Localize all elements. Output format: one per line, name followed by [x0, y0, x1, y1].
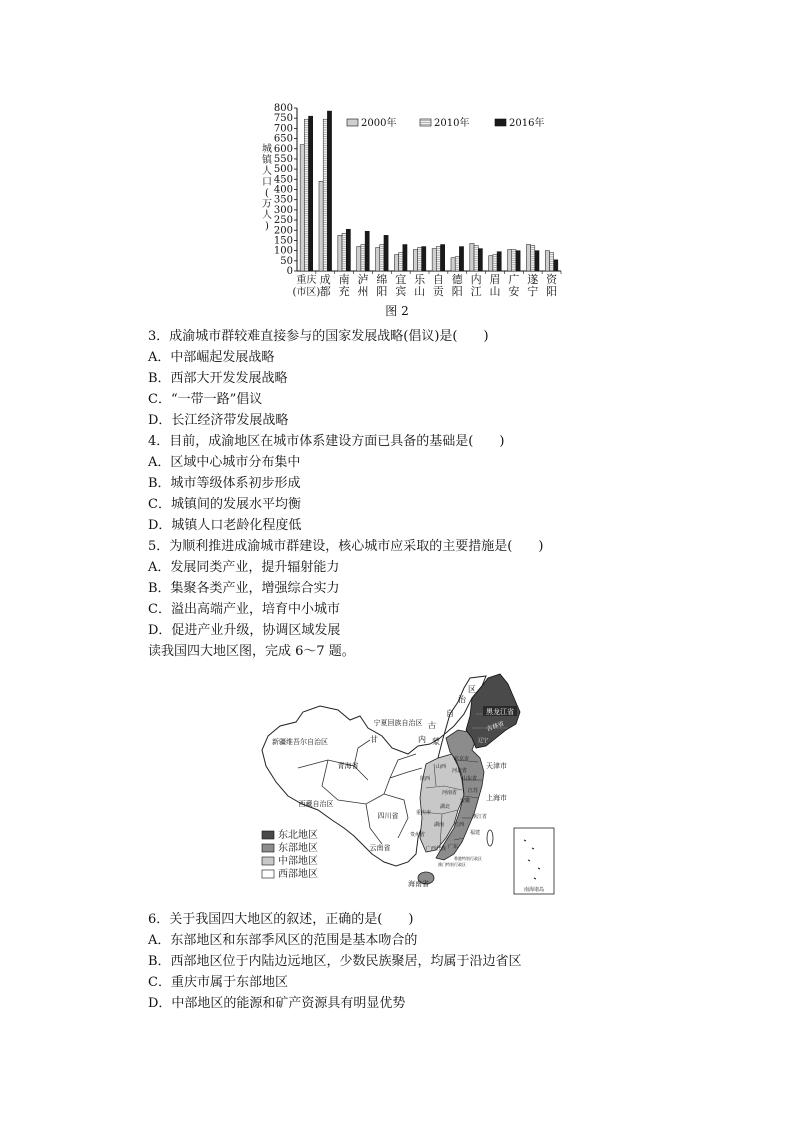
x-tick-label: 泸 [357, 273, 369, 286]
y-tick-label: 200 [273, 225, 293, 237]
x-tick-label: 阳 [451, 285, 463, 298]
label-jiangsu: 江苏 [468, 788, 479, 794]
y-axis-label-char: 人 [262, 166, 272, 177]
label-qinghai: 青海省 [337, 762, 359, 770]
label-shandong: 山东省 [462, 776, 478, 782]
y-tick-label: 250 [273, 215, 293, 227]
bar [361, 245, 365, 271]
label-meng: 蒙 [432, 737, 440, 746]
bar [304, 119, 308, 271]
legend-swatch-west [262, 870, 274, 878]
label-henan: 河南省 [442, 790, 458, 796]
bar [327, 111, 331, 271]
legend-label-central: 中部地区 [278, 856, 318, 867]
bar [394, 255, 398, 271]
taiwan-island-shape [487, 830, 493, 846]
x-tick-label: 宁 [527, 285, 539, 298]
y-axis-label-char: ) [265, 221, 269, 232]
label-gu: 古 [428, 721, 436, 730]
question-4-option-a: A．区域中心城市分布集中 [148, 455, 301, 470]
bar [376, 248, 380, 271]
x-tick-label: 重庆 [296, 275, 317, 286]
y-axis-label-char: 口 [262, 177, 272, 188]
inset-box [514, 828, 554, 894]
x-tick-label: 乐 [414, 273, 426, 286]
bar [319, 181, 323, 271]
bar [403, 245, 407, 271]
bar [497, 252, 501, 271]
bar [342, 233, 346, 271]
legend-label-west: 西部地区 [278, 869, 318, 880]
bar [508, 250, 512, 271]
label-sichuan: 四川省 [377, 812, 399, 820]
y-axis-label-char: 人 [262, 210, 272, 221]
x-tick-label: 江 [470, 285, 482, 298]
bar [441, 245, 445, 271]
x-tick-label: 山 [489, 285, 501, 298]
x-tick-label: 资 [546, 273, 558, 286]
label-shanxi: 山西 [436, 764, 447, 770]
bar [545, 251, 549, 271]
bar [417, 248, 421, 271]
bar [346, 229, 350, 271]
x-tick-label: 广 [508, 273, 520, 286]
map-intro: 读我国四大地区图，完成 6～7 题。 [148, 644, 355, 659]
y-tick-label: 500 [273, 164, 293, 176]
y-tick-label: 600 [273, 143, 293, 155]
bar [323, 119, 327, 271]
label-yunnan: 云南省 [369, 844, 391, 852]
question-5-option-b: B．集聚各类产业，增强综合实力 [148, 581, 340, 596]
question-5-stem: 5．为顺利推进成渝城市群建设，核心城市应采取的主要措施是( ) [148, 539, 544, 554]
y-tick-label: 0 [286, 266, 293, 277]
y-axis-label-char: 城 [262, 144, 272, 155]
bar [470, 243, 474, 271]
question-4-stem: 4．目前，成渝地区在城市体系建设方面已具备的基础是( ) [148, 434, 505, 449]
bar [535, 251, 539, 271]
legend-label-east: 东部地区 [278, 843, 318, 854]
x-tick-label: 成 [319, 273, 331, 286]
x-tick-label: 充 [338, 285, 350, 298]
y-tick-label: 350 [273, 194, 293, 206]
y-tick-label: 50 [280, 255, 293, 267]
bar [493, 255, 497, 271]
population-chart [255, 100, 575, 325]
bar [432, 249, 436, 271]
question-3-option-b: B．西部大开发发展战略 [148, 371, 288, 386]
question-3-option-c: C．“一带一路”倡议 [148, 392, 263, 407]
bar [365, 231, 369, 271]
label-ningxia: 宁夏回族自治区 [373, 719, 423, 727]
x-tick-label: 内 [470, 273, 482, 286]
label-hunan: 湖南 [434, 822, 445, 828]
map-legend [262, 828, 318, 880]
label-tibet: 西藏自治区 [298, 800, 334, 808]
legend-label: 2000年 [361, 118, 397, 129]
bar [554, 260, 558, 271]
bar [413, 250, 417, 271]
label-guangdong: 广东 [448, 844, 459, 850]
bar [478, 249, 482, 271]
bar [357, 247, 361, 271]
legend-label: 2016年 [509, 118, 545, 129]
question-6-option-d: D．中部地区的能源和矿产资源具有明显优势 [148, 996, 406, 1011]
label-shanghai: 上海市 [486, 794, 507, 802]
bar [309, 116, 313, 271]
x-tick-label: 眉 [489, 273, 501, 286]
x-tick-label: 德 [451, 273, 463, 286]
label-jilin: 吉林省 [485, 720, 506, 733]
y-tick-label: 400 [273, 184, 293, 196]
question-3-option-d: D．长江经济带发展战略 [148, 413, 289, 428]
x-tick-label: 遂 [527, 273, 539, 286]
label-fujian: 福建 [470, 830, 481, 836]
question-4-option-d: D．城镇人口老龄化程度低 [148, 518, 302, 533]
bar-chart-svg [255, 100, 575, 325]
question-6-option-a: A．东部地区和东部季风区的范围是基本吻合的 [148, 933, 418, 948]
x-tick-label: 都 [319, 285, 331, 298]
china-regions-map [258, 668, 558, 896]
y-tick-label: 100 [273, 245, 293, 257]
legend-label-northeast: 东北地区 [278, 830, 318, 841]
question-5-option-c: C．溢出高端产业，培育中小城市 [148, 602, 340, 617]
x-tick-label: 绵 [376, 273, 388, 286]
y-tick-label: 450 [273, 174, 293, 186]
y-axis-label-char: 万 [262, 199, 272, 210]
label-guizhou: 贵州省 [410, 832, 426, 838]
label-qu: 区 [468, 685, 476, 694]
label-beijing: 北京市 [454, 756, 470, 762]
label-hongkong: 香港特别行政区 [454, 856, 482, 861]
legend-swatch [347, 119, 358, 126]
label-jiangxi: 江西 [454, 822, 465, 828]
y-tick-label: 150 [273, 235, 293, 247]
label-zhi: 治 [458, 695, 466, 704]
bar [300, 145, 304, 271]
bar [451, 258, 455, 271]
inset-label: 南海诸岛 [523, 887, 545, 893]
label-hainan: 海南省 [408, 880, 429, 888]
bar [436, 247, 440, 271]
bar [516, 251, 520, 271]
label-macau: 澳门特别行政区 [438, 862, 466, 867]
question-4-option-c: C．城镇间的发展水平均衡 [148, 497, 301, 512]
legend-swatch [495, 119, 506, 126]
label-chongqing: 重庆市 [416, 810, 432, 816]
question-3-stem: 3．成渝城市群较难直接参与的国家发展战略(倡议)是( ) [148, 329, 489, 344]
label-hubei: 湖北 [440, 804, 451, 810]
x-tick-label: 宜 [395, 273, 407, 286]
x-tick-label: 自 [432, 273, 444, 286]
question-6-option-c: C．重庆市属于东部地区 [148, 975, 288, 990]
label-heilongjiang: 黑龙江省 [486, 708, 514, 716]
legend-swatch-central [262, 857, 274, 865]
bar [384, 235, 388, 271]
legend-swatch-northeast [262, 831, 274, 839]
x-tick-label: 安 [508, 285, 520, 298]
y-axis-label-char: ( [265, 188, 269, 199]
y-tick-label: 750 [273, 113, 293, 125]
x-tick-label: (市区) [292, 287, 321, 298]
label-shaanxi: 陕西 [420, 776, 431, 782]
question-4-option-b: B．城市等级体系初步形成 [148, 476, 301, 491]
x-tick-label: 南 [338, 273, 350, 286]
y-tick-label: 700 [273, 123, 293, 135]
question-3-option-a: A．中部崛起发展战略 [148, 350, 275, 365]
question-6-option-b: B．西部地区位于内陆边远地区，少数民族聚居，均属于沿边省区 [148, 954, 522, 969]
x-tick-label: 阳 [376, 285, 388, 298]
bar [526, 245, 530, 271]
bar [489, 256, 493, 271]
bar [549, 253, 553, 271]
label-liaoning: 辽宁 [478, 738, 489, 744]
bar [380, 245, 384, 271]
y-tick-label: 300 [273, 204, 293, 216]
label-nei: 内 [418, 735, 426, 744]
china-map-svg [258, 668, 558, 896]
label-anhui: 安徽 [460, 798, 471, 804]
y-tick-label: 800 [273, 103, 293, 114]
legend-label: 2010年 [434, 118, 470, 129]
bar [338, 235, 342, 271]
x-tick-label: 阳 [546, 285, 558, 298]
label-hebei: 河北省 [452, 768, 468, 774]
label-guangxi: 广西壮族 [426, 846, 447, 852]
x-tick-label: 宾 [395, 285, 407, 298]
question-6-stem: 6．关于我国四大地区的叙述，正确的是( ) [148, 912, 414, 927]
question-5-option-d: D．促进产业升级，协调区域发展 [148, 623, 341, 638]
x-tick-label: 州 [357, 285, 369, 298]
y-tick-label: 650 [273, 133, 293, 145]
x-tick-label: 贡 [432, 285, 444, 298]
label-zhejiang: 浙江省 [472, 814, 488, 820]
question-5-option-a: A．发展同类产业，提升辐射能力 [148, 560, 340, 575]
bar [459, 247, 463, 271]
y-tick-label: 550 [273, 153, 293, 165]
figure-caption: 图 2 [385, 304, 409, 318]
y-axis-label-char: 镇 [262, 155, 272, 166]
bar [422, 247, 426, 271]
label-tianjin: 天津市 [486, 762, 507, 770]
label-zi: 自 [446, 709, 454, 718]
label-xinjiang: 新疆维吾尔自治区 [272, 738, 328, 746]
x-tick-label: 山 [414, 285, 426, 298]
label-gan: 甘 [370, 735, 378, 744]
bar [399, 253, 403, 271]
legend-swatch-east [262, 844, 274, 852]
